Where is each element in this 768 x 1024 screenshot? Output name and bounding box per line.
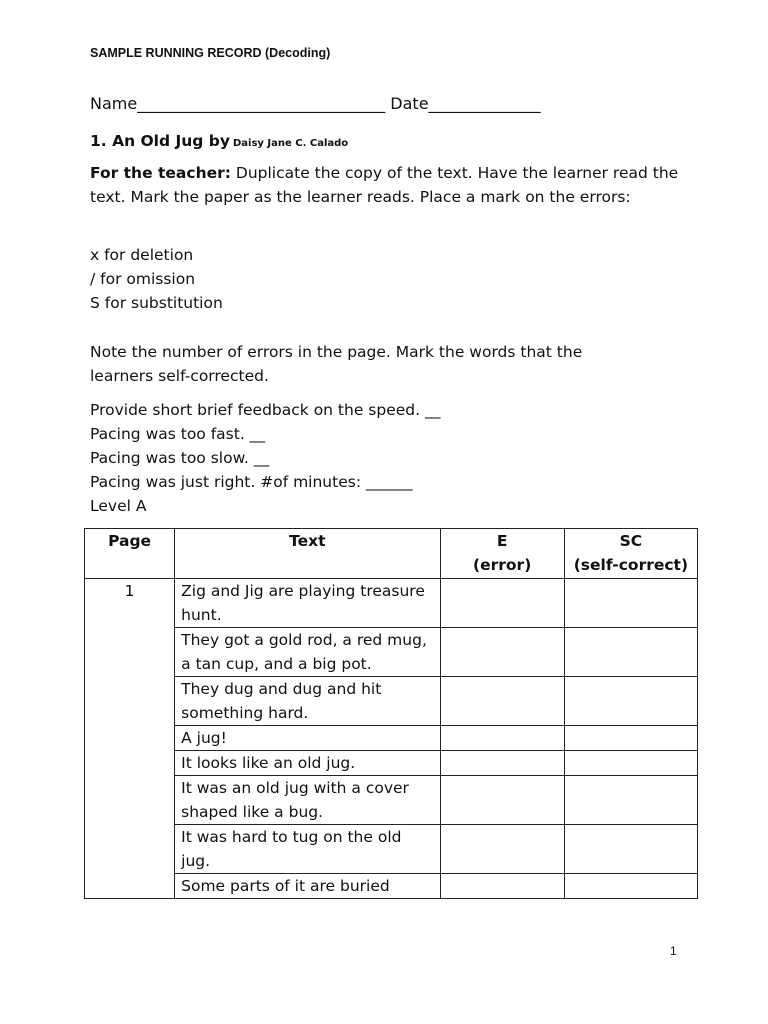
table-row [85,628,698,677]
text-cell: It looks like an old jug. [175,751,440,776]
mark-legend-item: S for substitution [90,294,223,312]
text-cell: It was hard to tug on the old jug. [175,825,440,874]
error-cell[interactable] [440,579,564,628]
mark-legend [90,243,690,315]
story-author: Daisy Jane C. Calado [232,138,349,149]
table-row [85,677,698,726]
error-cell[interactable] [440,726,564,751]
error-cell[interactable] [440,825,564,874]
page-footer-number: 1 [670,944,677,958]
mark-legend-item: x for deletion [90,246,194,264]
table-row [85,579,698,628]
story-title [90,129,690,156]
header-error-sublabel: (error) [473,556,532,574]
feedback-line: Pacing was too fast. __ [90,425,266,443]
text-cell: They got a gold rod, a red mug, a tan cup, and a big pot. [175,628,440,677]
self-correct-cell[interactable] [564,825,697,874]
document-header: SAMPLE RUNNING RECORD (Decoding) [90,46,331,60]
text-cell: Some parts of it are buried [175,874,440,899]
feedback-line: Pacing was just right. #of minutes: ______ [90,473,413,491]
error-cell[interactable] [440,874,564,899]
level-label: Level A [90,497,147,515]
header-error [440,529,564,579]
self-correct-cell[interactable] [564,628,697,677]
table-row [85,751,698,776]
self-correct-cell[interactable] [564,579,697,628]
name-date-line: Name_______________________________ Date______________ [90,94,541,113]
text-cell: Zig and Jig are playing treasure hunt. [175,579,440,628]
text-cell: A jug! [175,726,440,751]
table-row [85,776,698,825]
table-row [85,874,698,899]
header-sc-label: SC [619,532,643,550]
error-cell[interactable] [440,677,564,726]
story-heading: 1. An Old Jug by [90,132,230,150]
teacher-instructions [90,161,690,209]
header-error-label: E [496,532,508,550]
self-correct-cell[interactable] [564,677,697,726]
errors-note: Note the number of errors in the page. Mark the words that the learners self-corrected. [90,343,583,385]
text-cell: They dug and dug and hit something hard. [175,677,440,726]
header-sc-sublabel: (self-correct) [573,556,689,574]
error-cell[interactable] [440,751,564,776]
table-header-row [85,529,698,579]
feedback-section [90,398,690,518]
table-row [85,825,698,874]
teacher-text: Duplicate the copy of the text. Have the learner read the text. Mark the paper as the learner reads. Place a mark on the errors: [90,164,679,206]
header-self-correct [564,529,697,579]
table-row [85,726,698,751]
teacher-label: For the teacher: [90,164,231,182]
self-correct-cell[interactable] [564,776,697,825]
error-cell[interactable] [440,628,564,677]
self-correct-cell[interactable] [564,726,697,751]
running-record-table [84,528,698,899]
text-cell: It was an old jug with a cover shaped like a bug. [175,776,440,825]
feedback-line: Provide short brief feedback on the speed. __ [90,401,441,419]
mark-legend-item: / for omission [90,270,196,288]
page-number-cell: 1 [85,579,175,899]
self-correct-cell[interactable] [564,874,697,899]
self-correct-cell[interactable] [564,751,697,776]
error-cell[interactable] [440,776,564,825]
header-page: Page [85,529,175,579]
feedback-line: Pacing was too slow. __ [90,449,270,467]
header-text: Text [175,529,440,579]
